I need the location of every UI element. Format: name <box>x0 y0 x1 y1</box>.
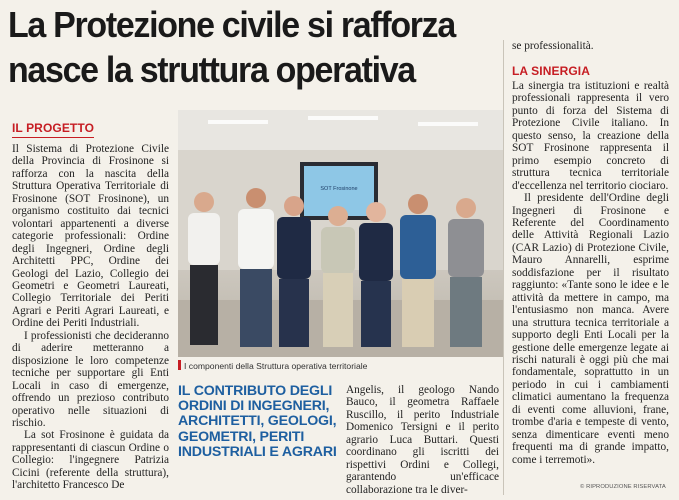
callout-heading: IL CONTRIBUTO DEGLI ORDINI DI INGEGNERI, ARCHITETTI, GEOLOGI, GEOMETRI, PERITI INDUSTRIALI E AGRARI <box>178 383 337 460</box>
column-divider <box>503 40 504 495</box>
person-5 <box>359 202 393 347</box>
headline-line-1: La Protezione civile si rafforza <box>8 4 455 45</box>
headline-line-2: nasce la struttura operativa <box>8 49 415 90</box>
person-3 <box>277 196 311 347</box>
person-1 <box>188 192 220 345</box>
copyright-notice: © RIPRODUZIONE RISERVATA <box>580 484 666 490</box>
group-photo-illustration <box>178 110 504 357</box>
column-middle <box>346 384 499 496</box>
photo-caption: I componenti della Struttura operativa territoriale <box>184 361 368 371</box>
person-2 <box>238 188 274 347</box>
column-progetto <box>12 143 169 492</box>
paragraph: Angelis, il geologo Nando Bauco, il geometra Raffaele Ruscillo, il perito Industriale Domenico Tersigni e il perito agrario Luca Buttari. Questi coordinano gli iscritti dei rispettivi Ordini e Collegi, garantendo un'efficace collaborazione tra le diver- <box>346 384 499 496</box>
paragraph: La sinergia tra istituzioni e realtà professionali rappresenta il vero punto di forza del Sistema di Protezione Civile italiano. In questo senso, la creazione della SOT Frosinone rappresenta il primo esempio concreto di struttura tecnica territoriale d'eccellenza nel territorio ciociaro. <box>512 80 669 192</box>
section-label-sinergia: LA SINERGIA <box>512 64 590 78</box>
paragraph: Il presidente dell'Ordine degli Ingegneri di Frosinone e Referente del Coordinamento delle Attività Regionali Lazio (CAR Lazio) di Protezione Civile, Mauro Annarelli, esprime soddisfazione per il risultato raggiunto: «Tante sono le idee e le attività da mettere in campo, ma l'entusiasmo non manca. Avere una struttura tecnica territoriale a supporto degli Enti Locali per la gestione delle emergenze legate ai rischi naturali è oggi più che mai fondamentale, soprattutto in un periodo in cui i cambiamenti climatici aumentano la frequenza di eventi come alluvioni, frane, trombe d'aria e tempeste di vento, senza dimenticare eventi meno frequenti ma di grande impatto, come i terremoti». <box>512 192 669 466</box>
right-column-top <box>512 40 669 52</box>
section-label-progetto: IL PROGETTO <box>12 121 94 138</box>
person-6 <box>400 194 436 347</box>
headline <box>8 2 469 92</box>
paragraph: La sot Frosinone è guidata da rappresentanti di ciascun Ordine o Collegio: l'ingegnere Patrizia Cicini (referente della struttura), l'architetto Francesco De <box>12 429 169 492</box>
screen-text: SOT Frosinone <box>320 186 358 192</box>
paragraph: Il Sistema di Protezione Civile della Provincia di Frosinone si rafforza con la nascita della Struttura Operativa Territoriale di Frosinone (SOT Frosinone), un organismo costituito dai tecnici volontari appartenenti a diverse categorie professionali: Ordine degli Ingegneri, Ordine degli Architetti PPC, Ordine dei Geologi del Lazio, Collegio dei Geometri e Geometri Laureati, Collegio Territoriale dei Periti Agrari e Periti Agrari Laureati, e Ordine dei Periti Industriali. <box>12 143 169 330</box>
paragraph: I professionisti che decideranno di aderire metteranno a disposizione le loro competenze tecniche per supportare gli Enti Locali in caso di emergenze, offrendo un prezioso contributo operativo nelle situazioni di rischio. <box>12 329 169 429</box>
paragraph: se professionalità. <box>512 40 594 52</box>
person-4 <box>321 206 355 347</box>
column-sinergia <box>512 80 669 466</box>
person-7 <box>448 198 484 347</box>
group-photo <box>178 110 504 357</box>
